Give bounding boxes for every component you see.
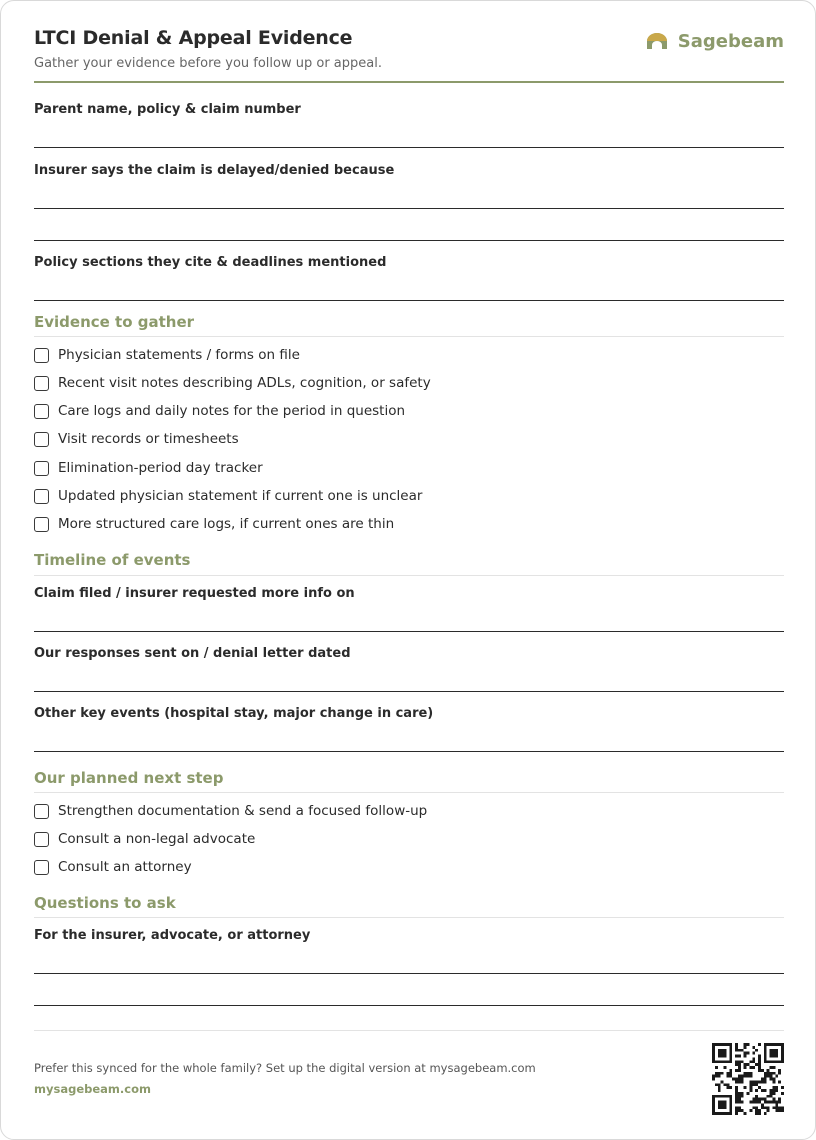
footer-link[interactable]: mysagebeam.com (34, 1082, 151, 1096)
brand-name: Sagebeam (677, 30, 784, 52)
page-title: LTCI Denial & Appeal Evidence (34, 27, 353, 49)
section-title-evidence: Evidence to gather (34, 313, 195, 331)
section-rule-questions (34, 917, 784, 918)
checklist-item[interactable]: Recent visit notes describing ADLs, cognition, or safety (34, 374, 431, 392)
checkbox[interactable] (34, 860, 49, 875)
checklist-item[interactable]: Strengthen documentation & send a focused follow-up (34, 802, 427, 820)
section-rule-evidence (34, 336, 784, 337)
checklist-item[interactable]: Care logs and daily notes for the period in question (34, 402, 405, 420)
qr-code-icon[interactable] (712, 1043, 784, 1115)
checklist-item[interactable]: Consult an attorney (34, 858, 192, 876)
write-line-insurer-reason-1[interactable] (34, 208, 784, 209)
checklist-item[interactable]: More structured care logs, if current ones are thin (34, 515, 394, 533)
header (34, 25, 784, 83)
field-label-parent-policy: Parent name, policy & claim number (34, 102, 301, 117)
checkbox[interactable] (34, 489, 49, 504)
field-label-policy-sections: Policy sections they cite & deadlines mentioned (34, 255, 387, 270)
page-subtitle: Gather your evidence before you follow up or appeal. (34, 56, 382, 71)
checklist-item[interactable]: Visit records or timesheets (34, 430, 239, 448)
field-label-other-events: Other key events (hospital stay, major change in care) (34, 706, 434, 721)
checkbox[interactable] (34, 832, 49, 847)
field-label-responses-sent: Our responses sent on / denial letter dated (34, 646, 351, 661)
section-rule-next-step (34, 792, 784, 793)
write-line-claim-filed[interactable] (34, 631, 784, 632)
brand (646, 28, 784, 54)
checkbox[interactable] (34, 517, 49, 532)
write-line-parent-policy[interactable] (34, 147, 784, 148)
section-title-timeline: Timeline of events (34, 551, 191, 569)
checkbox[interactable] (34, 404, 49, 419)
field-label-claim-filed: Claim filed / insurer requested more info on (34, 586, 355, 601)
field-label-questions: For the insurer, advocate, or attorney (34, 928, 311, 943)
write-line-insurer-reason-2[interactable] (34, 240, 784, 241)
checklist-item[interactable]: Updated physician statement if current one is unclear (34, 487, 422, 505)
write-line-questions-1[interactable] (34, 973, 784, 974)
checkbox[interactable] (34, 376, 49, 391)
arch-logo-icon (646, 32, 668, 50)
checklist-item[interactable]: Consult a non-legal advocate (34, 830, 255, 848)
section-rule-timeline (34, 575, 784, 576)
write-line-questions-2[interactable] (34, 1005, 784, 1006)
write-line-responses-sent[interactable] (34, 691, 784, 692)
write-line-other-events[interactable] (34, 751, 784, 752)
footer-text: Prefer this synced for the whole family? Set up the digital version at mysagebeam.com (34, 1061, 536, 1075)
write-line-policy-sections[interactable] (34, 300, 784, 301)
field-label-insurer-reason: Insurer says the claim is delayed/denied because (34, 163, 395, 178)
checkbox[interactable] (34, 461, 49, 476)
checklist-item[interactable]: Elimination-period day tracker (34, 459, 263, 477)
section-title-next-step: Our planned next step (34, 769, 224, 787)
checkbox[interactable] (34, 432, 49, 447)
checkbox[interactable] (34, 348, 49, 363)
section-title-questions: Questions to ask (34, 894, 176, 912)
footer-rule (34, 1030, 784, 1031)
checkbox[interactable] (34, 804, 49, 819)
checklist-item[interactable]: Physician statements / forms on file (34, 346, 300, 364)
